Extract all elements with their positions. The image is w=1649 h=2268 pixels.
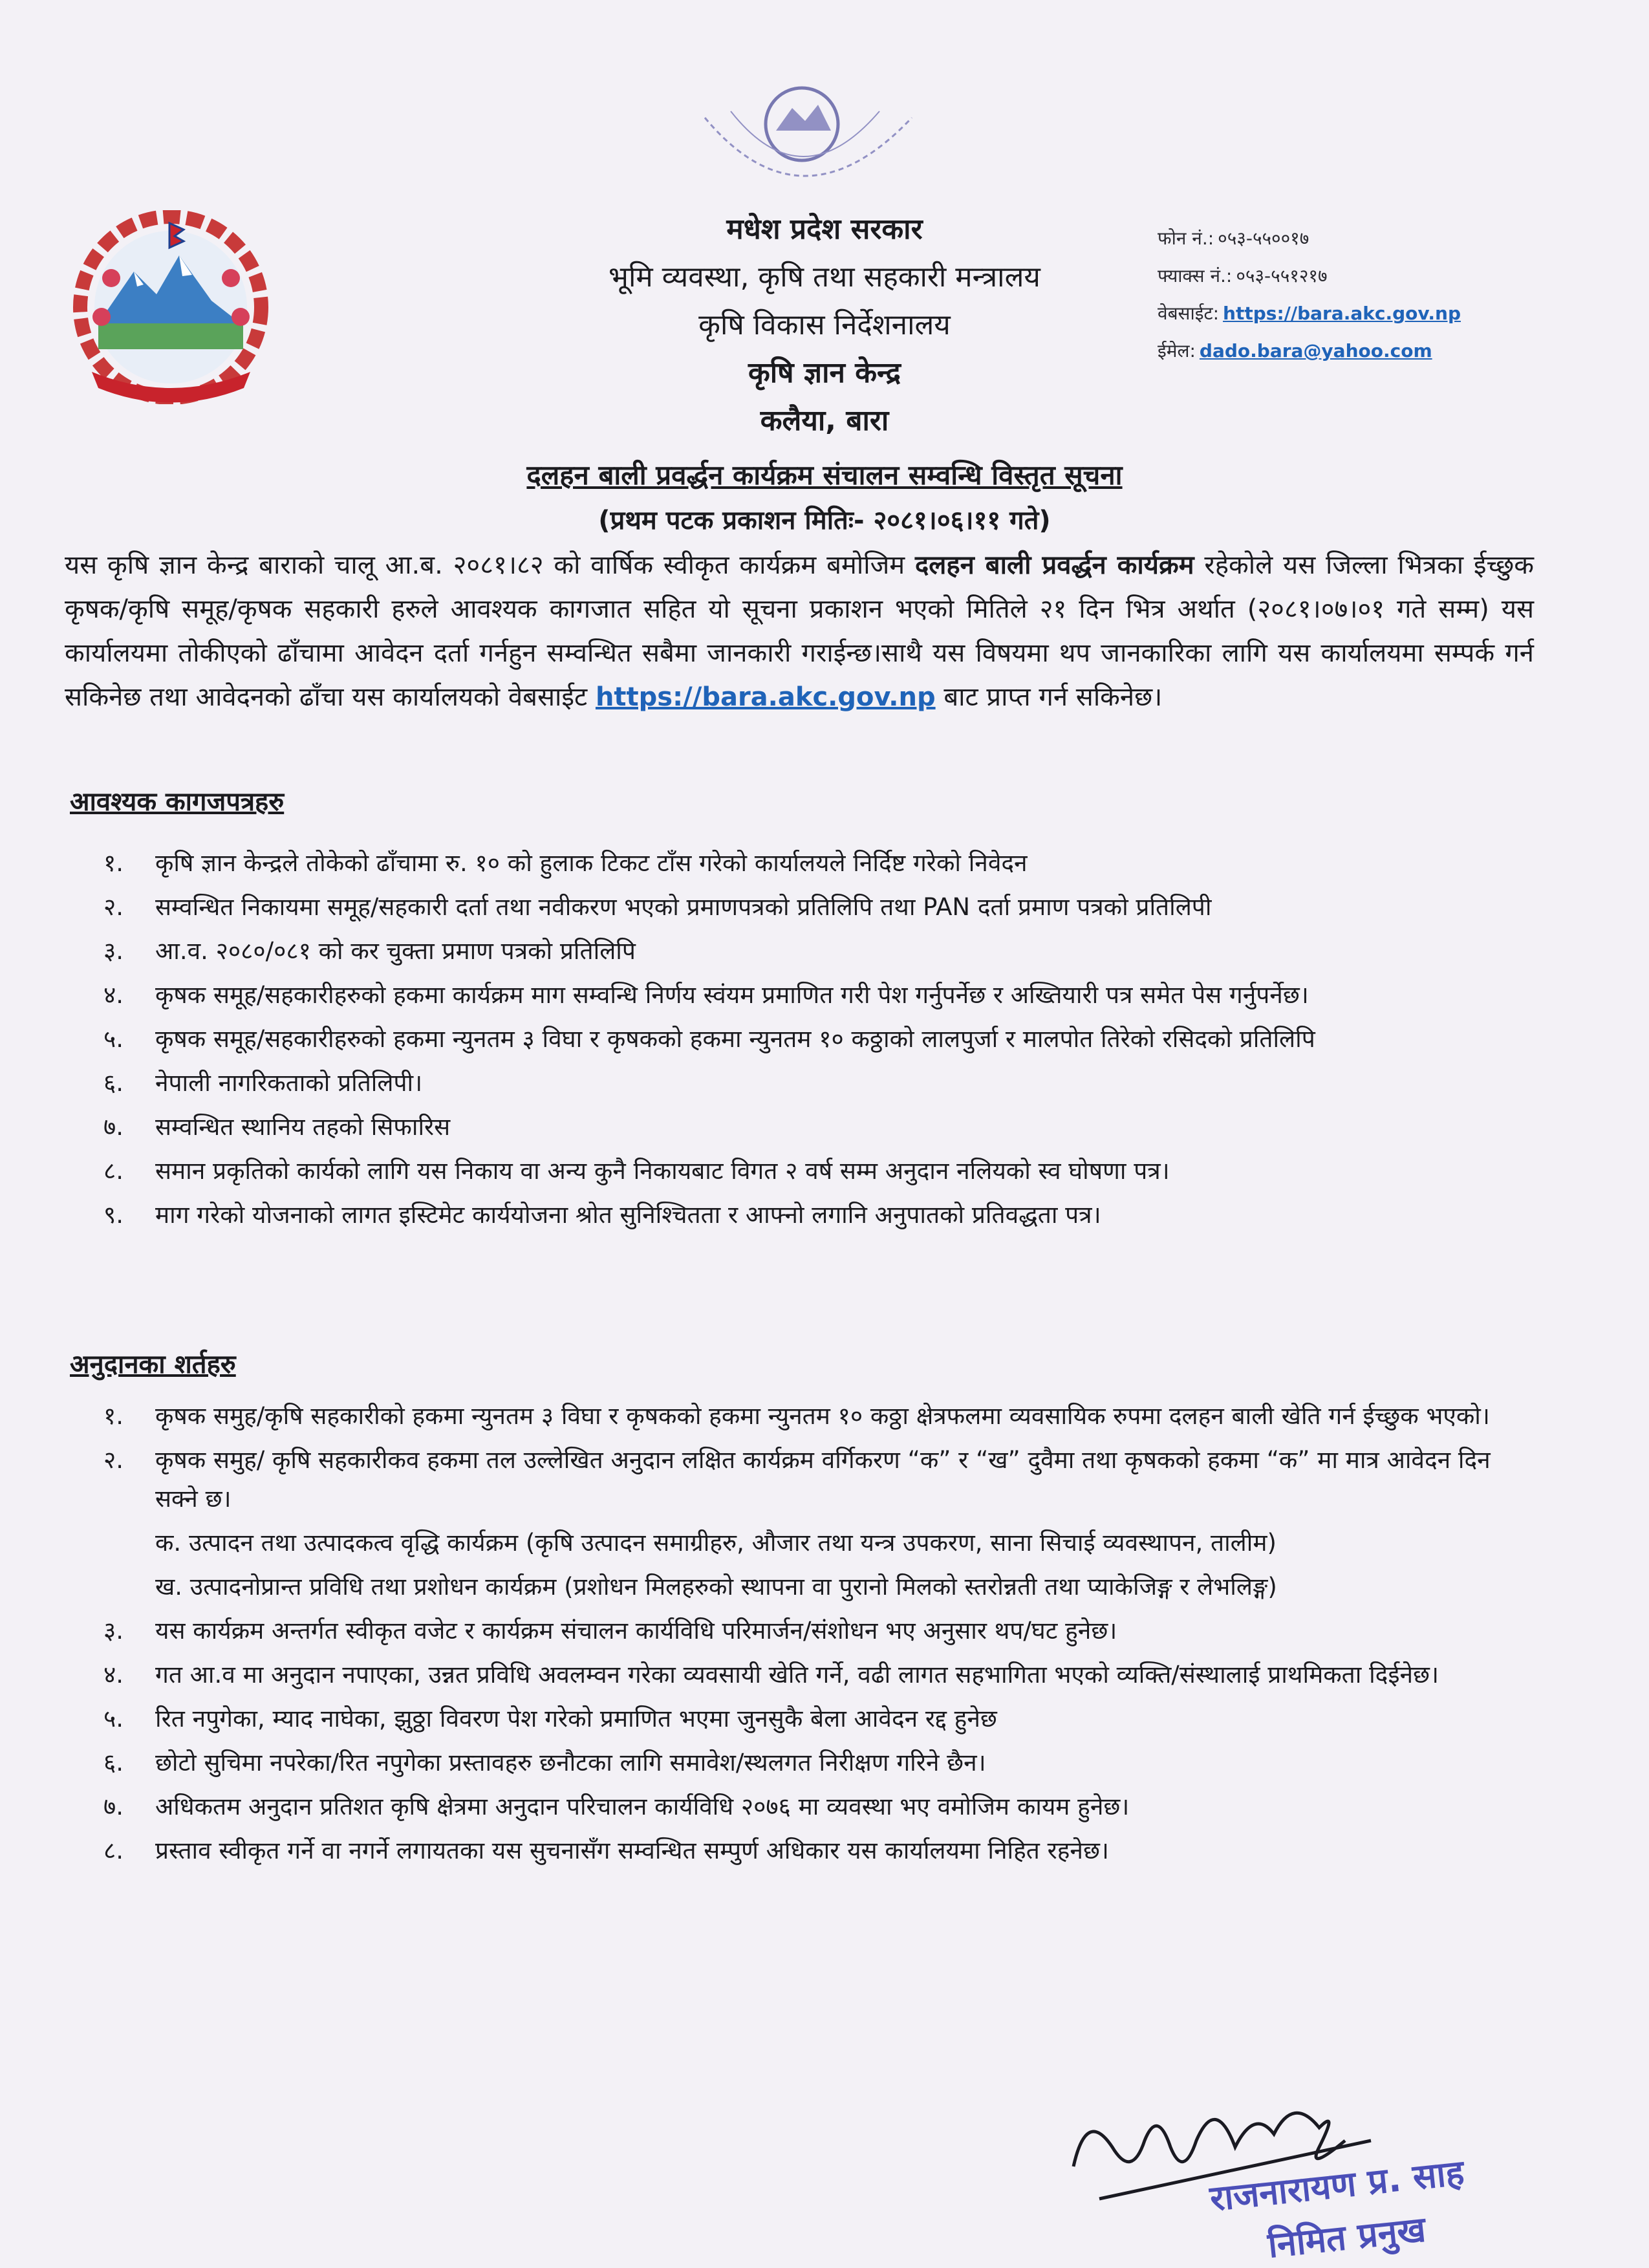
list-item: ३. यस कार्यक्रम अन्तर्गत स्वीकृत वजेट र कार्यक्रम संचालन कार्यविधि परिमार्जन/संशोधन भए अनुसार थप/घट हुनेछ। — [103, 1617, 1117, 1645]
fax-number: ०५३-५५१२१७ — [1236, 265, 1328, 286]
email-link[interactable]: dado.bara@yahoo.com — [1199, 340, 1432, 362]
list-item: ५. रित नपुगेका, म्याद नाघेका, झुठ्ठा विवरण पेश गरेको प्रमाणित भएमा जुनसुकै बेला आवेदन रद्द हुनेछ — [103, 1705, 997, 1733]
conditions-heading: अनुदानका शर्तहरु — [70, 1350, 236, 1379]
signer-title: निमित प्रनुख — [1266, 2209, 1428, 2266]
list-item: ४. गत आ.व मा अनुदान नपाएका, उन्नत प्रविधि अवलम्वन गरेका व्यवसायी खेति गर्ने, वढी लागत सहभागिता भएको व्यक्ति/संस्थालाई प्राथमिकता दिईनेछ। — [103, 1661, 1439, 1689]
header-office: कृषि ज्ञान केन्द्र — [748, 356, 901, 389]
header-location: कलैया, बारा — [760, 404, 889, 437]
header-directorate: कृषि विकास निर्देशनालय — [698, 308, 951, 341]
list-item: क. उत्पादन तथा उत्पादकत्व वृद्धि कार्यक्रम (कृषि उत्पादन समाग्रीहरु, औजार तथा यन्त्र उपकरण, साना सिचाई व्यवस्थापन, तालीम) — [155, 1529, 1277, 1557]
list-item: ७. सम्वन्धित स्थानिय तहको सिफारिस — [103, 1113, 451, 1141]
phone-number: ०५३-५५००१७ — [1218, 228, 1310, 249]
list-item: ९. माग गरेको योजनाको लागत इस्टिमेट कार्ययोजना श्रोत सुनिश्चितता र आफ्नो लगानि अनुपातको प्रतिवद्धता पत्र। — [103, 1201, 1101, 1229]
list-item: ३. आ.व. २०८०/०८१ को कर चुक्ता प्रमाण पत्रको प्रतिलिपि — [103, 937, 636, 965]
documents-heading: आवश्यक कागजपत्रहरु — [70, 787, 285, 817]
conditions-list — [103, 1397, 1539, 1870]
phone-row: फोन नं.: ०५३-५५००१७ — [1158, 228, 1310, 249]
fax-row: फ्याक्स नं.: ०५३-५५१२१७ — [1158, 265, 1328, 286]
header-province: मधेश प्रदेश सरकार — [726, 213, 923, 246]
list-item: ६. छोटो सुचिमा नपरेका/रित नपुगेका प्रस्तावहरु छनौटका लागि समावेश/स्थलगत निरीक्षण गरिने छैन। — [103, 1749, 986, 1777]
list-item: ख. उत्पादनोप्रान्त प्रविधि तथा प्रशोधन कार्यक्रम (प्रशोधन मिलहरुको स्थापना वा पुरानो मिलको स्तरोन्नती तथा प्याकेजिङ्ग र लेभलिङ्ग) — [155, 1573, 1277, 1601]
list-item: १. कृषक समुह/कृषि सहकारीको हकमा न्युनतम ३ विघा र कृषकको हकमा न्युनतम १० कठ्ठा क्षेत्रफलमा व्यवसायिक रुपमा दलहन बाली खेति गर्न ईच्छुक भएको। — [103, 1402, 1490, 1430]
notice-intro: यस कृषि ज्ञान केन्द्र बाराको चालू आ.ब. २०८१।८२ को वार्षिक स्वीकृत कार्यक्रम बमोजिम दलहन बाली प्रवर्द्धन कार्यक्रम रहेकोले यस जिल्ला भित्रका ईच्छुक कृषक/कृषि समूह/कृषक सहकारी हरुले आवश्यक कागजात सहित यो सूचना प्रकाशन भएको मितिले २१ दिन भित्र अर्थात (२०८१।०७।०१ गते सम्म) यस कार्यालयमा तोकीएको ढाँचामा आवेदन दर्ता गर्नहुन सम्वन्धित सबैमा जानकारी गराईन्छ।साथै यस विषयमा थप जानकारिका लागि यस कार्यालयमा सम्पर्क गर्न सकिनेछ तथा आवेदनको ढाँचा यस कार्यालयको वेबसाईट https://bara.akc.gov.np बाट प्राप्त गर्न सकिनेछ। — [65, 550, 1534, 712]
list-item: ६. नेपाली नागरिकताको प्रतिलिपी। — [103, 1069, 423, 1097]
intro-website-link[interactable]: https://bara.akc.gov.np — [595, 682, 936, 712]
list-item: २. कृषक समुह/ कृषि सहकारीकव हकमा तल उल्लेखित अनुदान लक्षित कार्यक्रम वर्गिकरण “क” र “ख” दुवैमा तथा कृषकको हकमा “क” मा मात्र आवेदन दिन सक्ने छ। — [103, 1446, 1491, 1513]
documents-list — [103, 844, 1539, 1235]
program-name: दलहन बाली प्रवर्द्धन कार्यक्रम — [914, 550, 1194, 580]
list-item: ७. अधिकतम अनुदान प्रतिशत कृषि क्षेत्रमा अनुदान परिचालन कार्यविधि २०७६ मा व्यवस्था भए वमोजिम कायम हुनेछ। — [103, 1793, 1130, 1820]
website-link[interactable]: https://bara.akc.gov.np — [1223, 303, 1461, 324]
website-row: वेबसाईट: https://bara.akc.gov.np — [1158, 303, 1461, 324]
list-item: ८. समान प्रकृतिको कार्यको लागि यस निकाय वा अन्य कुनै निकायबाट विगत २ वर्ष सम्म अनुदान नलियको स्व घोषणा पत्र। — [103, 1157, 1170, 1185]
list-item: ५. कृषक समूह/सहकारीहरुको हकमा न्युनतम ३ विघा र कृषकको हकमा न्युनतम १० कठ्ठाको लालपुर्जा र मालपोत तिरेको रसिदको प्रतिलिपि — [103, 1025, 1315, 1053]
government-emblem — [72, 210, 270, 404]
email-row: ईमेल: dado.bara@yahoo.com — [1158, 340, 1432, 362]
signer-name: राजनारायण प्र. साह — [1208, 2152, 1467, 2219]
list-item: ८. प्रस्ताव स्वीकृत गर्ने वा नगर्ने लगायतका यस सुचनासँग सम्वन्धित सम्पुर्ण अधिकार यस कार्यालयमा निहित रहनेछ। — [103, 1837, 1109, 1864]
contact-info — [1158, 220, 1571, 370]
list-item: १. कृषि ज्ञान केन्द्रले तोकेको ढाँचामा रु. १० को हुलाक टिकट टाँस गरेको कार्यालयले निर्दिष्ट गरेको निवेदन — [103, 849, 1028, 877]
list-item: ४. कृषक समूह/सहकारीहरुको हकमा कार्यक्रम माग सम्वन्धि निर्णय स्वंयम प्रमाणित गरी पेश गर्नुपर्नेछ र अख्तियारी पत्र समेत पेस गर्नुपर्नेछ। — [103, 981, 1309, 1009]
notice-title: दलहन बाली प्रवर्द्धन कार्यक्रम संचालन सम्वन्धि विस्तृत सूचना — [526, 459, 1123, 491]
header-ministry: भूमि व्यवस्था, कृषि तथा सहकारी मन्त्रालय — [609, 261, 1040, 294]
notice-title-block — [194, 453, 1455, 543]
list-item: २. सम्वन्धित निकायमा समूह/सहकारी दर्ता तथा नवीकरण भएको प्रमाणपत्रको प्रतिलिपि तथा PAN दर्ता प्रमाण पत्रको प्रतिलिपी — [103, 893, 1212, 921]
notice-subtitle: (प्रथम पटक प्रकाशन मितिः- २०८१।०६।११ गते) — [598, 506, 1051, 535]
office-header — [453, 206, 1196, 445]
